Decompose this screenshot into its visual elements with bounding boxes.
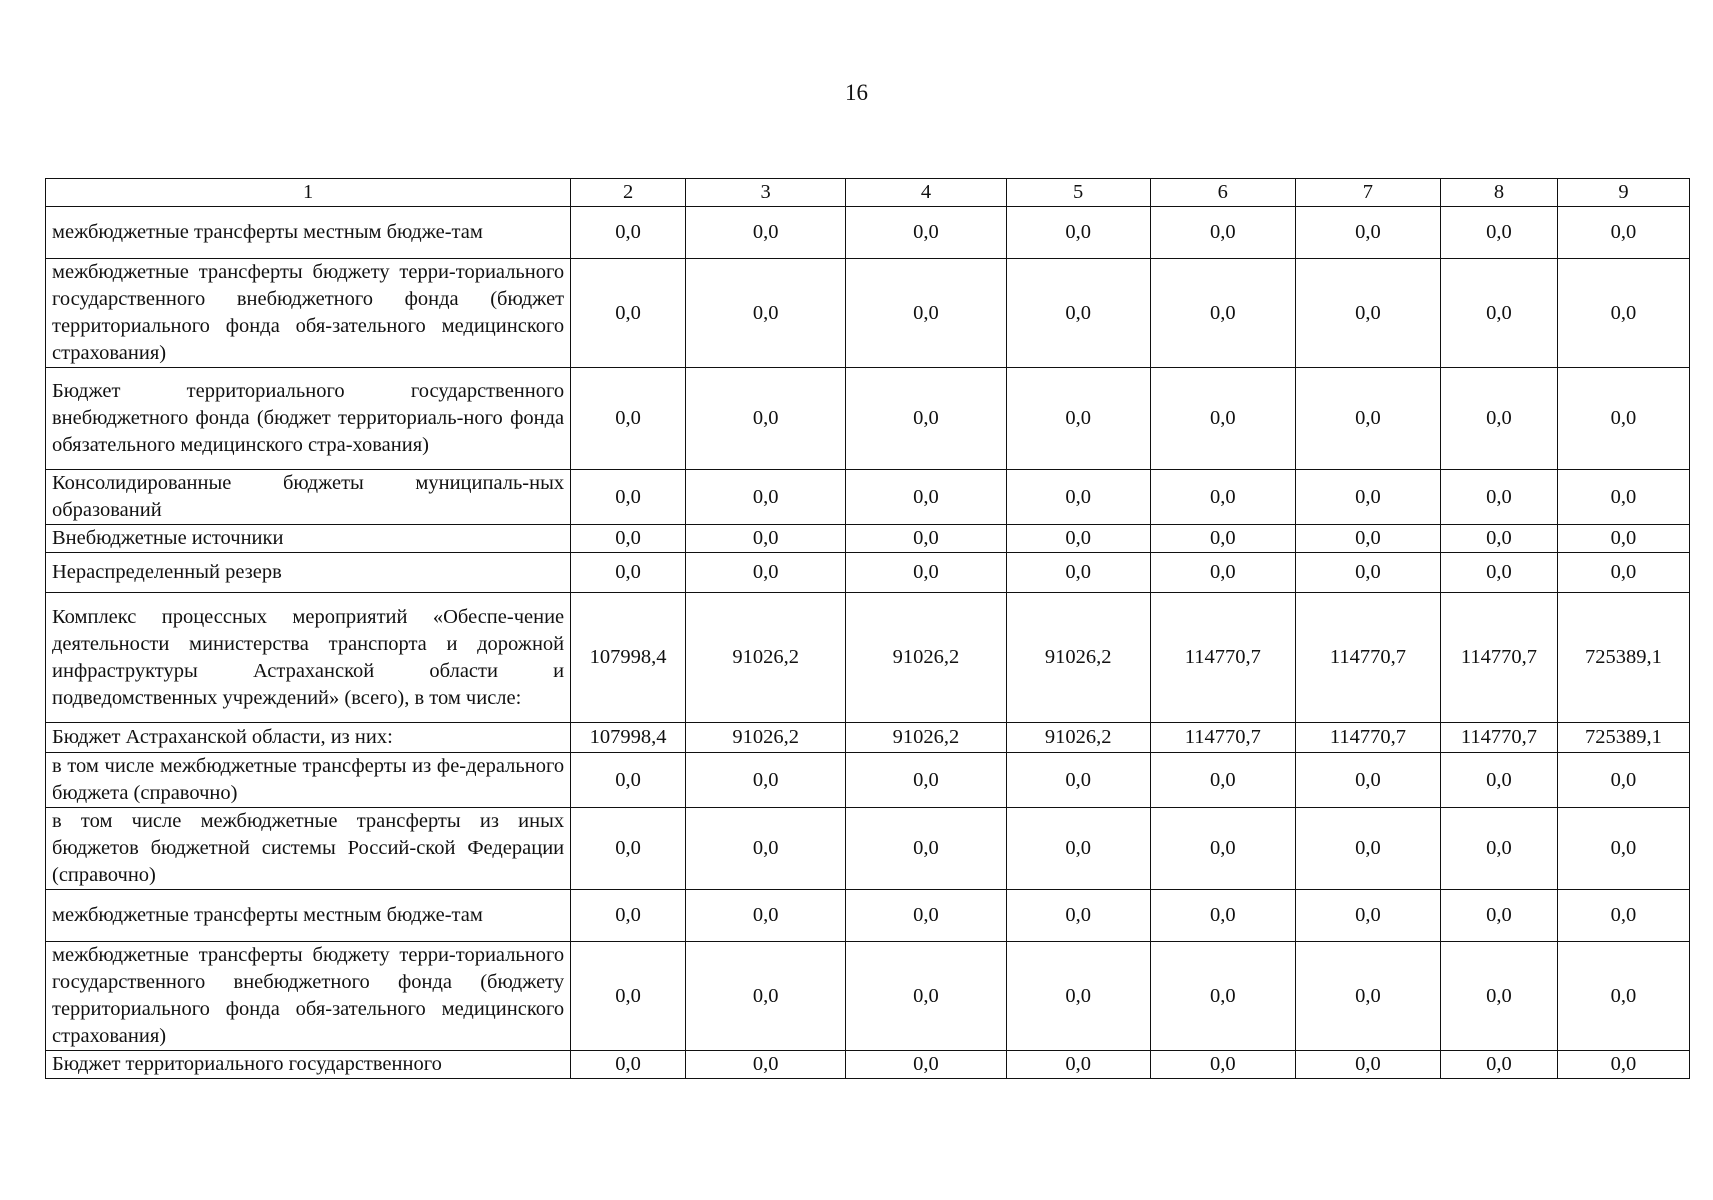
- row-value: 0,0: [571, 753, 686, 808]
- row-value: 0,0: [1295, 368, 1440, 470]
- row-value: 0,0: [1150, 1051, 1295, 1079]
- row-value: 0,0: [846, 470, 1006, 525]
- row-value: 91026,2: [686, 723, 846, 753]
- row-value: 0,0: [1557, 259, 1689, 368]
- row-value: 0,0: [846, 1051, 1006, 1079]
- column-header: 2: [571, 179, 686, 207]
- row-value: 0,0: [1440, 553, 1557, 593]
- row-value: 0,0: [1150, 753, 1295, 808]
- row-value: 0,0: [846, 808, 1006, 890]
- row-value: 0,0: [571, 525, 686, 553]
- row-value: 0,0: [846, 207, 1006, 259]
- row-label: Внебюджетные источники: [46, 525, 571, 553]
- row-value: 0,0: [846, 368, 1006, 470]
- row-value: 114770,7: [1295, 723, 1440, 753]
- row-value: 0,0: [686, 553, 846, 593]
- row-value: 114770,7: [1150, 593, 1295, 723]
- table-row: [46, 942, 1690, 1051]
- column-header: 7: [1295, 179, 1440, 207]
- row-value: 0,0: [1440, 470, 1557, 525]
- row-value: 0,0: [686, 259, 846, 368]
- row-value: 0,0: [1557, 525, 1689, 553]
- row-value: 0,0: [571, 553, 686, 593]
- table-row: [46, 207, 1690, 259]
- row-label: Бюджет Астраханской области, из них:: [46, 723, 571, 753]
- row-value: 0,0: [846, 753, 1006, 808]
- row-label: Нераспределенный резерв: [46, 553, 571, 593]
- row-value: 91026,2: [846, 723, 1006, 753]
- row-value: 0,0: [1006, 890, 1150, 942]
- table-row: [46, 470, 1690, 525]
- row-value: 114770,7: [1150, 723, 1295, 753]
- table-row: [46, 593, 1690, 723]
- row-value: 0,0: [1295, 753, 1440, 808]
- row-value: 0,0: [846, 553, 1006, 593]
- row-value: 107998,4: [571, 593, 686, 723]
- row-value: 0,0: [686, 753, 846, 808]
- table-row: [46, 259, 1690, 368]
- row-value: 0,0: [1006, 259, 1150, 368]
- row-value: 0,0: [1295, 525, 1440, 553]
- column-header: 8: [1440, 179, 1557, 207]
- row-value: 114770,7: [1440, 593, 1557, 723]
- row-value: 0,0: [1440, 942, 1557, 1051]
- row-value: 0,0: [1557, 890, 1689, 942]
- row-value: 0,0: [571, 1051, 686, 1079]
- row-value: 0,0: [1150, 470, 1295, 525]
- column-header: 5: [1006, 179, 1150, 207]
- column-header: 1: [46, 179, 571, 207]
- row-value: 0,0: [686, 808, 846, 890]
- row-value: 0,0: [1295, 1051, 1440, 1079]
- row-value: 0,0: [1557, 1051, 1689, 1079]
- row-value: 91026,2: [1006, 723, 1150, 753]
- row-value: 0,0: [686, 525, 846, 553]
- row-value: 0,0: [686, 207, 846, 259]
- row-value: 0,0: [1295, 259, 1440, 368]
- row-value: 0,0: [1150, 808, 1295, 890]
- row-value: 0,0: [1150, 259, 1295, 368]
- row-value: 0,0: [1440, 808, 1557, 890]
- row-value: 0,0: [846, 525, 1006, 553]
- row-value: 0,0: [1295, 808, 1440, 890]
- column-header: 6: [1150, 179, 1295, 207]
- budget-table: [45, 178, 1690, 1079]
- row-value: 114770,7: [1440, 723, 1557, 753]
- row-value: 0,0: [846, 259, 1006, 368]
- row-value: 0,0: [1295, 207, 1440, 259]
- row-value: 0,0: [571, 207, 686, 259]
- row-label: межбюджетные трансферты бюджету терри-ториального государственного внебюджетного фонда (бюджет территориального фонда обя-зательного медицинского страхования): [46, 259, 571, 368]
- table-row: [46, 1051, 1690, 1079]
- row-value: 0,0: [1440, 525, 1557, 553]
- row-value: 0,0: [571, 368, 686, 470]
- row-value: 0,0: [1006, 470, 1150, 525]
- row-value: 0,0: [1006, 368, 1150, 470]
- row-value: 0,0: [846, 890, 1006, 942]
- page-number: 16: [845, 80, 868, 105]
- row-value: 91026,2: [846, 593, 1006, 723]
- row-value: 0,0: [1557, 368, 1689, 470]
- row-label: Бюджет территориального государственного: [46, 1051, 571, 1079]
- row-value: 0,0: [571, 259, 686, 368]
- row-value: 91026,2: [1006, 593, 1150, 723]
- row-value: 725389,1: [1557, 723, 1689, 753]
- row-label: Консолидированные бюджеты муниципаль-ных образований: [46, 470, 571, 525]
- row-value: 0,0: [1150, 207, 1295, 259]
- row-value: 0,0: [1440, 1051, 1557, 1079]
- row-value: 0,0: [846, 942, 1006, 1051]
- row-value: 0,0: [1295, 890, 1440, 942]
- row-value: 0,0: [571, 808, 686, 890]
- row-value: 0,0: [1150, 890, 1295, 942]
- row-value: 725389,1: [1557, 593, 1689, 723]
- row-value: 0,0: [1557, 553, 1689, 593]
- column-header: 9: [1557, 179, 1689, 207]
- row-value: 0,0: [1440, 753, 1557, 808]
- row-value: 0,0: [1440, 368, 1557, 470]
- row-value: 0,0: [1150, 525, 1295, 553]
- row-label: Бюджет территориального государственного внебюджетного фонда (бюджет территориаль-ного фонда обязательного медицинского стра-хования): [46, 368, 571, 470]
- row-value: 0,0: [1295, 470, 1440, 525]
- row-value: 0,0: [1440, 207, 1557, 259]
- row-value: 0,0: [1557, 207, 1689, 259]
- row-value: 0,0: [1440, 259, 1557, 368]
- row-value: 0,0: [571, 890, 686, 942]
- column-header: 3: [686, 179, 846, 207]
- row-value: 0,0: [1557, 470, 1689, 525]
- table-row: [46, 525, 1690, 553]
- table-row: [46, 808, 1690, 890]
- row-value: 0,0: [686, 1051, 846, 1079]
- table-row: [46, 368, 1690, 470]
- row-value: 0,0: [571, 470, 686, 525]
- row-label: межбюджетные трансферты бюджету терри-ториального государственного внебюджетного фонда (бюджету территориального фонда обя-зательного медицинского страхования): [46, 942, 571, 1051]
- table-row: [46, 553, 1690, 593]
- row-value: 0,0: [1150, 942, 1295, 1051]
- row-value: 0,0: [1295, 942, 1440, 1051]
- row-value: 0,0: [1557, 942, 1689, 1051]
- row-value: 0,0: [1557, 753, 1689, 808]
- row-value: 0,0: [1557, 808, 1689, 890]
- row-value: 0,0: [1006, 753, 1150, 808]
- table-row: [46, 723, 1690, 753]
- row-value: 0,0: [1006, 942, 1150, 1051]
- row-value: 0,0: [1006, 207, 1150, 259]
- row-value: 0,0: [686, 942, 846, 1051]
- table-body: [46, 207, 1690, 1079]
- row-label: межбюджетные трансферты местным бюдже-там: [46, 890, 571, 942]
- row-value: 0,0: [1006, 808, 1150, 890]
- row-value: 0,0: [1006, 1051, 1150, 1079]
- row-value: 0,0: [1006, 525, 1150, 553]
- row-value: 107998,4: [571, 723, 686, 753]
- table-row: [46, 753, 1690, 808]
- column-header: 4: [846, 179, 1006, 207]
- row-value: 91026,2: [686, 593, 846, 723]
- row-value: 114770,7: [1295, 593, 1440, 723]
- row-value: 0,0: [1440, 890, 1557, 942]
- table-row: [46, 890, 1690, 942]
- row-label: в том числе межбюджетные трансферты из иных бюджетов бюджетной системы Россий-ской Федерации (справочно): [46, 808, 571, 890]
- row-value: 0,0: [1150, 368, 1295, 470]
- row-value: 0,0: [571, 942, 686, 1051]
- row-value: 0,0: [1006, 553, 1150, 593]
- row-label: межбюджетные трансферты местным бюдже-там: [46, 207, 571, 259]
- row-value: 0,0: [686, 368, 846, 470]
- row-label: Комплекс процессных мероприятий «Обеспе-чение деятельности министерства транспорта и дорожной инфраструктуры Астраханской области и подведомственных учреждений» (всего), в том числе:: [46, 593, 571, 723]
- row-value: 0,0: [1150, 553, 1295, 593]
- row-value: 0,0: [1295, 553, 1440, 593]
- row-value: 0,0: [686, 470, 846, 525]
- row-label: в том числе межбюджетные трансферты из фе-дерального бюджета (справочно): [46, 753, 571, 808]
- header-row: [46, 179, 1690, 207]
- row-value: 0,0: [686, 890, 846, 942]
